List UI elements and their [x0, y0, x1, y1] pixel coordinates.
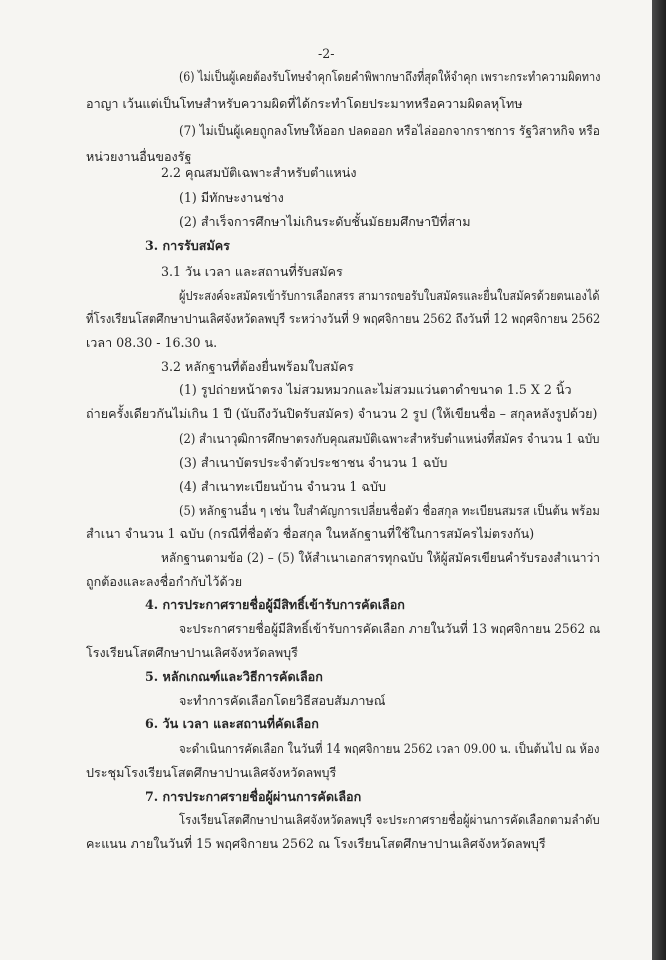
page-edge-shadow — [652, 0, 666, 960]
announcement-line-1: จะประกาศรายชื่อผู้มีสิทธิ์เข้ารับการคัดเลือก ภายในวันที่ 13 พฤศจิกายน 2562 ณ — [179, 621, 601, 636]
section-3-heading: 3. การรับสมัคร — [145, 238, 230, 253]
application-paragraph-line-2: ที่โรงเรียนโสตศึกษาปานเลิศจังหวัดลพบุรี ระหว่างวันที่ 9 พฤศจิกายน 2562 ถึงวันที่ 12 พฤศจิกายน 2562 — [86, 311, 601, 326]
selection-schedule-line-1: จะดำเนินการคัดเลือก ในวันที่ 14 พฤศจิกายน 2562 เวลา 09.00 น. เป็นต้นไป ณ ห้อง — [179, 741, 600, 756]
certification-note-line-1: หลักฐานตามข้อ (2) – (5) ให้สำเนาเอกสารทุกฉบับ ให้ผู้สมัครเขียนคำรับรองสำเนาว่า — [161, 550, 601, 565]
application-paragraph-line-3: เวลา 08.30 - 16.30 น. — [86, 335, 218, 350]
application-paragraph-line-1: ผู้ประสงค์จะสมัครเข้ารับการเลือกสรร สามารถขอรับใบสมัครและยื่นใบสมัครด้วยตนเองได้ — [179, 288, 600, 303]
document-1-line-1: (1) รูปถ่ายหน้าตรง ไม่สวมหมวกและไม่สวมแว่นตาดำขนาด 1.5 X 2 นิ้ว — [179, 382, 572, 397]
selection-method: จะทำการคัดเลือกโดยวิธีสอบสัมภาษณ์ — [179, 693, 386, 708]
result-announcement-line-2: คะแนน ภายในวันที่ 15 พฤศจิกายน 2562 ณ โรงเรียนโสตศึกษาปานเลิศจังหวัดลพบุรี — [86, 836, 546, 851]
qualification-7-line-1: (7) ไม่เป็นผู้เคยถูกลงโทษให้ออก ปลดออก หรือไล่ออกจากราชการ รัฐวิสาหกิจ หรือ — [179, 123, 600, 138]
qualification-6-line-1: (6) ไม่เป็นผู้เคยต้องรับโทษจำคุกโดยคำพิพากษาถึงที่สุดให้จำคุก เพราะกระทำความผิดทาง — [179, 69, 601, 84]
section-5-heading: 5. หลักเกณฑ์และวิธีการคัดเลือก — [145, 669, 323, 684]
section-6-heading: 6. วัน เวลา และสถานที่คัดเลือก — [145, 716, 319, 731]
document-4: (4) สำเนาทะเบียนบ้าน จำนวน 1 ฉบับ — [179, 479, 386, 494]
section-4-heading: 4. การประกาศรายชื่อผู้มีสิทธิ์เข้ารับการคัดเลือก — [145, 597, 405, 612]
section-7-heading: 7. การประกาศรายชื่อผู้ผ่านการคัดเลือก — [145, 789, 362, 804]
certification-note-line-2: ถูกต้องและลงชื่อกำกับไว้ด้วย — [86, 574, 243, 589]
specific-qualification-1: (1) มีทักษะงานช่าง — [179, 190, 284, 205]
specific-qualification-2: (2) สำเร็จการศึกษาไม่เกินระดับชั้นมัธยมศึกษาปีที่สาม — [179, 214, 471, 229]
section-3-2-heading: 3.2 หลักฐานที่ต้องยื่นพร้อมใบสมัคร — [161, 359, 354, 374]
selection-schedule-line-2: ประชุมโรงเรียนโสตศึกษาปานเลิศจังหวัดลพบุรี — [86, 765, 337, 780]
document-2: (2) สำเนาวุฒิการศึกษาตรงกับคุณสมบัติเฉพาะสำหรับตำแหน่งที่สมัคร จำนวน 1 ฉบับ — [179, 431, 600, 446]
section-2-2-heading: 2.2 คุณสมบัติเฉพาะสำหรับตำแหน่ง — [161, 165, 357, 180]
document-1-line-2: ถ่ายครั้งเดียวกันไม่เกิน 1 ปี (นับถึงวันปิดรับสมัคร) จำนวน 2 รูป (ให้เขียนชื่อ – สกุลหลังรูปด้วย) — [86, 406, 598, 421]
section-3-1-heading: 3.1 วัน เวลา และสถานที่รับสมัคร — [161, 264, 343, 279]
document-5-line-2: สำเนา จำนวน 1 ฉบับ (กรณีที่ชื่อตัว ชื่อสกุล ในหลักฐานที่ใช้ในการสมัครไม่ตรงกัน) — [86, 526, 535, 541]
qualification-6-line-2: อาญา เว้นแต่เป็นโทษสำหรับความผิดที่ได้กระทำโดยประมาทหรือความผิดลหุโทษ — [86, 96, 523, 111]
result-announcement-line-1: โรงเรียนโสตศึกษาปานเลิศจังหวัดลพบุรี จะประกาศรายชื่อผู้ผ่านการคัดเลือกตามลำดับ — [179, 812, 600, 827]
qualification-7-line-2: หน่วยงานอื่นของรัฐ — [86, 149, 192, 164]
document-5-line-1: (5) หลักฐานอื่น ๆ เช่น ใบสำคัญการเปลี่ยนชื่อตัว ชื่อสกุล ทะเบียนสมรส เป็นต้น พร้อม — [179, 503, 600, 518]
document-3: (3) สำเนาบัตรประจำตัวประชาชน จำนวน 1 ฉบับ — [179, 455, 448, 470]
announcement-line-2: โรงเรียนโสตศึกษาปานเลิศจังหวัดลพบุรี — [86, 645, 298, 660]
page-number: -2- — [318, 46, 335, 61]
